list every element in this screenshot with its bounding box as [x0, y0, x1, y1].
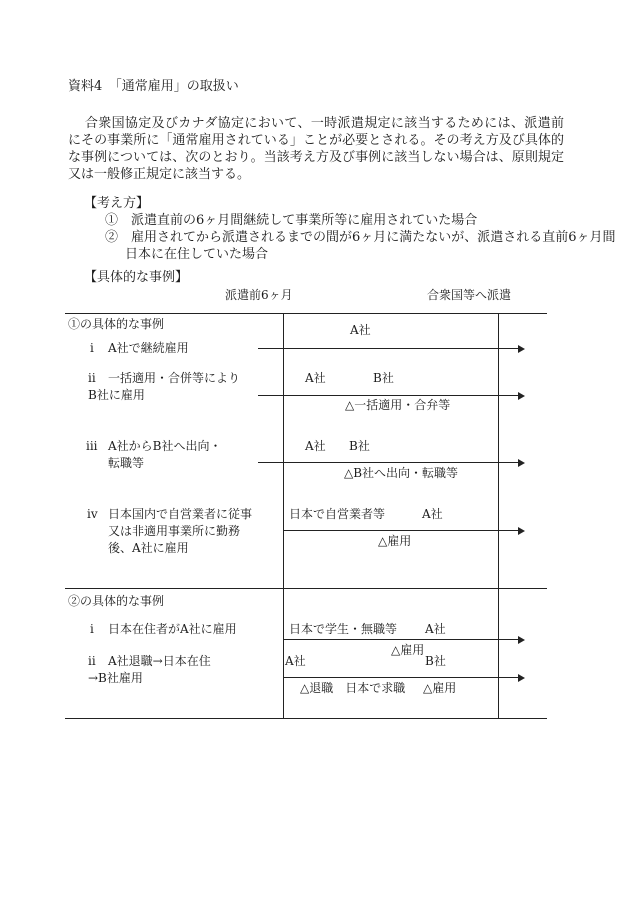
- timeline-annotation: △雇用: [423, 681, 457, 695]
- timeline-label: B社: [349, 439, 370, 453]
- section-title: ①の具体的な事例: [68, 317, 165, 331]
- timeline-label: 日本で学生・無職等: [289, 622, 398, 636]
- document-body: [68, 78, 616, 286]
- timeline-label: 日本で自営業者等: [289, 507, 386, 521]
- timeline-annotation: △退職 日本で求職: [300, 681, 406, 695]
- row-description: 日本在住者がA社に雇用: [108, 622, 237, 636]
- timeline-arrow: [258, 395, 518, 396]
- examples-diagram: [65, 288, 547, 720]
- column-header-before-dispatch: 派遣前6ヶ月: [225, 288, 293, 302]
- approach-item-2-line1: ② 雇用されてから派遣されるまでの間が6ヶ月に満たないが、派遣される直前6ヶ月間: [105, 230, 616, 245]
- row-description: 一括適用・合併等により: [108, 371, 241, 385]
- column-header-dispatch-abroad: 合衆国等へ派遣: [427, 288, 512, 302]
- row-description: →B社雇用: [88, 671, 143, 685]
- row-description: B社に雇用: [88, 388, 145, 402]
- row-numeral: i: [90, 341, 94, 355]
- approach-item-1: ① 派遣直前の6ヶ月間継続して事業所等に雇用されていた場合: [105, 213, 478, 228]
- timeline-arrow: [283, 677, 518, 678]
- row-numeral: i: [90, 622, 94, 636]
- timeline-label: A社: [350, 323, 371, 337]
- intro-paragraph: 合衆国協定及びカナダ協定において、一時派遣規定に該当するためには、派遣前にその事業所に「通常雇用されている」ことが必要とされる。その考え方及び具体的な事例については、次のとおり。当該考え方及び事例に該当しない場合は、原則規定又は一般修正規定に該当する。: [68, 116, 564, 182]
- approach-heading: 【考え方】: [84, 196, 150, 211]
- row-numeral: iii: [86, 439, 98, 453]
- timeline-arrow: [283, 530, 518, 531]
- timeline-label: A社: [305, 371, 326, 385]
- approach-item-2-line2: 日本に在住していた場合: [125, 247, 269, 262]
- table-bottom-border: [65, 718, 547, 719]
- table-top-border: [65, 313, 547, 314]
- timeline-label: B社: [373, 371, 394, 385]
- row-numeral: ii: [88, 654, 96, 668]
- timeline-annotation: △雇用: [391, 643, 425, 657]
- row-numeral: iv: [87, 507, 98, 521]
- timeline-arrow: [258, 348, 518, 349]
- row-description: 転職等: [108, 456, 145, 470]
- timeline-label: A社: [422, 507, 443, 521]
- timeline-label: B社: [425, 654, 446, 668]
- column-divider-left: [283, 313, 284, 718]
- table-middle-border: [65, 588, 547, 589]
- row-numeral: ii: [88, 371, 96, 385]
- timeline-arrow: [283, 639, 518, 640]
- section-title: ②の具体的な事例: [68, 594, 165, 608]
- row-description: 日本国内で自営業者に従事: [108, 507, 253, 521]
- column-divider-right: [498, 313, 499, 718]
- timeline-annotation: △雇用: [378, 534, 412, 548]
- timeline-annotation: △B社へ出向・転職等: [344, 466, 459, 480]
- examples-heading: 【具体的な事例】: [84, 270, 189, 285]
- document-title: 資料4 「通常雇用」の取扱い: [68, 79, 239, 94]
- row-description: 後、A社に雇用: [108, 541, 189, 555]
- timeline-label: A社: [425, 622, 446, 636]
- timeline-label: A社: [305, 439, 326, 453]
- row-description: 又は非適用事業所に勤務: [108, 524, 241, 538]
- row-description: A社で継続雇用: [108, 341, 189, 355]
- timeline-arrow: [258, 462, 518, 463]
- row-description: A社からB社へ出向・: [108, 439, 222, 453]
- timeline-annotation: △一括適用・合弁等: [345, 398, 451, 412]
- row-description: A社退職→日本在住: [108, 654, 211, 668]
- timeline-label: A社: [285, 654, 306, 668]
